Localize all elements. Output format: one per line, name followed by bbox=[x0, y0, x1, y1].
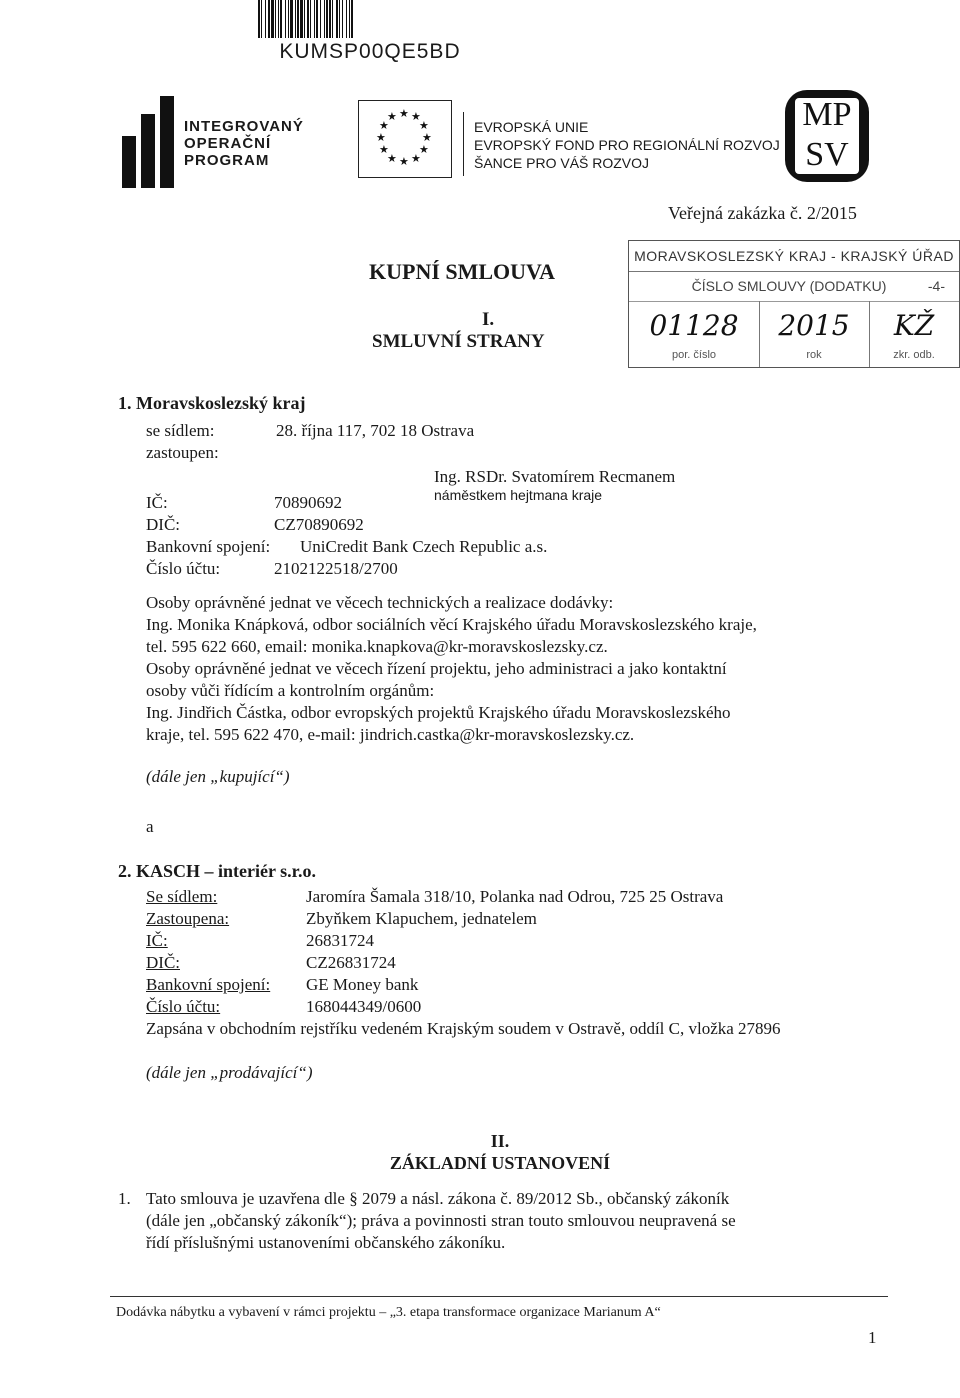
party-1-ic: 70890692 bbox=[274, 493, 342, 512]
party-1-rep-label: zastoupen: bbox=[146, 443, 219, 462]
svg-text:★: ★ bbox=[376, 131, 386, 144]
svg-text:★: ★ bbox=[379, 119, 389, 132]
document-title: KUPNÍ SMLOUVA bbox=[369, 259, 556, 284]
contacts-line-4: Osoby oprávněné jednat ve věcech řízení projektu, jeho administraci a jako kontaktní bbox=[146, 659, 727, 678]
party-1-dic-label: DIČ: bbox=[146, 515, 180, 534]
iop-logo-icon bbox=[122, 96, 174, 188]
stamp-label-row bbox=[629, 271, 959, 302]
party-1-contacts bbox=[146, 592, 886, 746]
eu-line-1: EVROPSKÁ UNIE bbox=[474, 119, 589, 135]
svg-text:★: ★ bbox=[399, 155, 409, 168]
contacts-line-6: Ing. Jindřich Částka, odbor evropských projektů Krajského úřadu Moravskoslezského bbox=[146, 703, 731, 722]
svg-text:★: ★ bbox=[399, 107, 409, 120]
clause-1-line-2: (dále jen „občanský zákoník“); práva a povinnosti stran touto smlouvou neupravená se bbox=[146, 1211, 736, 1230]
party-1-acct: 2102122518/2700 bbox=[274, 559, 398, 578]
stamp-number-handwritten: 01128 bbox=[649, 309, 739, 342]
eu-divider bbox=[463, 112, 464, 176]
party-1-name: 1. Moravskoslezský kraj bbox=[118, 393, 306, 413]
tender-number: Veřejná zakázka č. 2/2015 bbox=[668, 203, 857, 223]
clause-1-number: 1. bbox=[118, 1189, 131, 1208]
party-1-alias: (dále jen „kupující“) bbox=[146, 767, 290, 786]
party-2-ic: 26831724 bbox=[306, 931, 374, 950]
clause-1-line-1: Tato smlouva je uzavřena dle § 2079 a násl. zákona č. 89/2012 Sb., občanský zákoník bbox=[146, 1189, 730, 1208]
party-1-acct-label: Číslo účtu: bbox=[146, 559, 221, 578]
party-1-bank: UniCredit Bank Czech Republic a.s. bbox=[300, 537, 548, 556]
footer-divider bbox=[110, 1296, 888, 1297]
footer-text: Dodávka nábytku a vybavení v rámci projektu – „3. etapa transformace organizace Marianum A“ bbox=[116, 1305, 661, 1320]
iop-logo-text bbox=[184, 118, 304, 169]
party-1-rep-role: náměstkem hejtmana kraje bbox=[434, 487, 603, 503]
stamp-year-caption: rok bbox=[806, 349, 822, 361]
party-2-seat: Jaromíra Šamala 318/10, Polanka nad Odrou, 725 25 Ostrava bbox=[306, 887, 724, 906]
svg-text:★: ★ bbox=[419, 143, 429, 156]
contacts-line-7: kraje, tel. 595 622 470, e-mail: jindrich.castka@kr-moravskoslezsky.cz. bbox=[146, 725, 635, 744]
stamp-number-cell bbox=[629, 301, 760, 367]
party-1-seat: 28. října 117, 702 18 Ostrava bbox=[276, 421, 475, 440]
eu-flag-icon bbox=[358, 100, 452, 178]
party-2-label-seat: Se sídlem: bbox=[146, 887, 218, 906]
section-1-heading: SMLUVNÍ STRANY bbox=[372, 331, 545, 352]
stamp-year-handwritten: 2015 bbox=[778, 309, 850, 342]
party-2-label-rep: Zastoupena: bbox=[146, 909, 230, 928]
barcode-text: KUMSP00QE5BD bbox=[279, 40, 461, 63]
svg-text:★: ★ bbox=[387, 110, 397, 123]
stamp-authority: MORAVSKOSLEZSKÝ KRAJ - KRAJSKÝ ÚŘAD bbox=[629, 241, 959, 272]
party-1-dic: CZ70890692 bbox=[274, 515, 364, 534]
party-2-rep: Zbyňkem Klapuchem, jednatelem bbox=[306, 909, 537, 928]
svg-text:★: ★ bbox=[422, 131, 432, 144]
contacts-line-1: Osoby oprávněné jednat ve věcech technických a realizace dodávky: bbox=[146, 593, 614, 612]
contacts-line-3: tel. 595 622 660, email: monika.knapkova@kr-moravskoslezsky.cz. bbox=[146, 637, 608, 656]
mpsv-mp: MP bbox=[802, 96, 852, 133]
contract-number-stamp bbox=[628, 240, 960, 368]
section-2-heading: ZÁKLADNÍ USTANOVENÍ bbox=[389, 1153, 611, 1173]
mpsv-logo bbox=[785, 90, 869, 182]
stamp-year-cell bbox=[759, 301, 870, 367]
clause-1-text bbox=[146, 1188, 886, 1254]
svg-text:★: ★ bbox=[411, 152, 421, 165]
eu-line-3: ŠANCE PRO VÁŠ ROZVOJ bbox=[474, 155, 650, 171]
party-2-label-dic: DIČ: bbox=[146, 953, 180, 972]
barcode bbox=[258, 0, 482, 38]
party-2-register: Zapsána v obchodním rejstříku vedeném Krajským soudem v Ostravě, oddíl C, vložka 27896 bbox=[146, 1019, 781, 1038]
svg-text:★: ★ bbox=[411, 110, 421, 123]
iop-line-2: OPERAČNÍ bbox=[184, 135, 272, 152]
stamp-label: ČÍSLO SMLOUVY (DODATKU) bbox=[691, 278, 887, 294]
party-2-alias: (dále jen „prodávající“) bbox=[146, 1063, 313, 1082]
party-2-name: 2. KASCH – interiér s.r.o. bbox=[118, 861, 316, 881]
svg-text:★: ★ bbox=[387, 152, 397, 165]
section-2-number: II. bbox=[490, 1131, 510, 1151]
conjunction: a bbox=[146, 817, 154, 836]
page-number: 1 bbox=[868, 1328, 877, 1347]
stamp-dept-cell bbox=[869, 301, 959, 367]
party-2-bank: GE Money bank bbox=[306, 975, 419, 994]
stamp-dept-caption: zkr. odb. bbox=[893, 349, 935, 361]
party-1-bank-label: Bankovní spojení: bbox=[146, 537, 271, 556]
svg-text:★: ★ bbox=[419, 119, 429, 132]
party-1-seat-label: se sídlem: bbox=[146, 421, 215, 440]
contacts-line-2: Ing. Monika Knápková, odbor sociálních věcí Krajského úřadu Moravskoslezského kraje, bbox=[146, 615, 757, 634]
party-2-label-ic: IČ: bbox=[146, 931, 168, 950]
party-1-rep-name: Ing. RSDr. Svatomírem Recmanem bbox=[434, 467, 676, 486]
iop-line-1: INTEGROVANÝ bbox=[184, 118, 304, 135]
party-2-label-acct: Číslo účtu: bbox=[146, 997, 221, 1016]
barcode-bar bbox=[353, 0, 356, 38]
contacts-line-5: osoby vůči řídícím a kontrolním orgánům: bbox=[146, 681, 435, 700]
clause-1-line-3: řídí příslušnými ustanoveními občanského zákoníku. bbox=[146, 1233, 506, 1252]
eu-line-2: EVROPSKÝ FOND PRO REGIONÁLNÍ ROZVOJ bbox=[474, 137, 780, 153]
party-2-label-bank: Bankovní spojení: bbox=[146, 975, 271, 994]
party-2-dic: CZ26831724 bbox=[306, 953, 396, 972]
party-2-acct: 168044349/0600 bbox=[306, 997, 422, 1016]
svg-text:★: ★ bbox=[379, 143, 389, 156]
stamp-suffix: -4- bbox=[927, 278, 945, 294]
mpsv-sv: SV bbox=[805, 136, 849, 173]
party-1-ic-label: IČ: bbox=[146, 493, 168, 512]
stamp-dept-handwritten: KŽ bbox=[893, 309, 935, 342]
stamp-number-caption: por. číslo bbox=[671, 349, 717, 361]
section-1-number: I. bbox=[482, 309, 495, 330]
eu-text bbox=[474, 118, 780, 172]
iop-line-3: PROGRAM bbox=[184, 152, 270, 169]
